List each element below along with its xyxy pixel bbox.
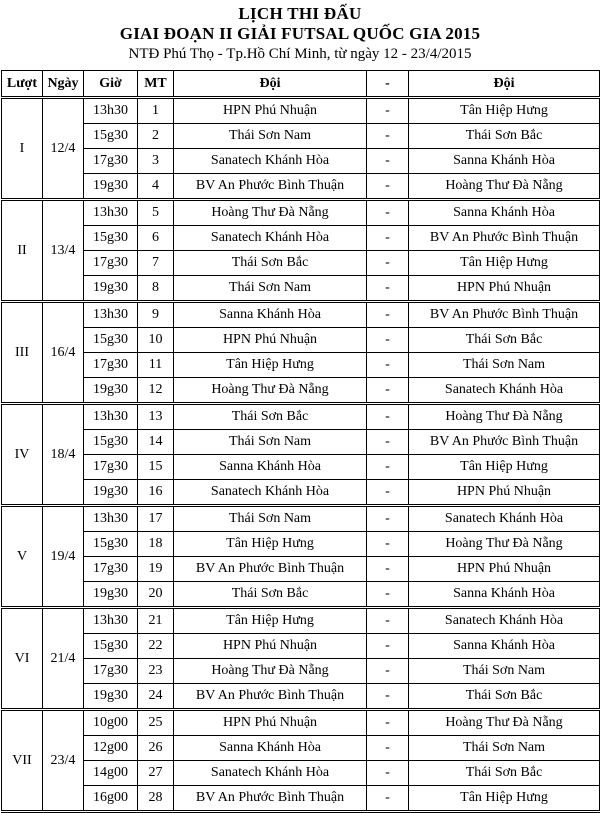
- separator: -: [367, 404, 409, 430]
- table-row: [2, 608, 600, 634]
- match-number: 24: [138, 684, 174, 710]
- separator: -: [367, 328, 409, 353]
- match-time: 13h30: [84, 200, 138, 226]
- home-team: Sanna Khánh Hòa: [174, 455, 367, 480]
- away-team: Thái Sơn Bắc: [409, 124, 600, 149]
- table-row: [2, 328, 600, 353]
- header-team-home: Đội: [174, 71, 367, 98]
- away-team: Sanna Khánh Hòa: [409, 200, 600, 226]
- match-time: 19g30: [84, 582, 138, 608]
- match-time: 10g00: [84, 710, 138, 736]
- round-group: [2, 710, 600, 812]
- match-number: 8: [138, 276, 174, 302]
- separator: -: [367, 149, 409, 174]
- schedule-table: [1, 70, 600, 813]
- home-team: Thái Sơn Nam: [174, 430, 367, 455]
- separator: -: [367, 634, 409, 659]
- separator: -: [367, 786, 409, 812]
- match-time: 14g00: [84, 761, 138, 786]
- match-number: 20: [138, 582, 174, 608]
- separator: -: [367, 480, 409, 506]
- match-number: 5: [138, 200, 174, 226]
- away-team: BV An Phước Bình Thuận: [409, 226, 600, 251]
- away-team: Sanna Khánh Hòa: [409, 149, 600, 174]
- away-team: Thái Sơn Nam: [409, 659, 600, 684]
- separator: -: [367, 276, 409, 302]
- away-team: Sanatech Khánh Hòa: [409, 608, 600, 634]
- table-row: [2, 761, 600, 786]
- table-row: [2, 353, 600, 378]
- match-number: 9: [138, 302, 174, 328]
- home-team: HPN Phú Nhuận: [174, 98, 367, 124]
- table-row: [2, 174, 600, 200]
- separator: -: [367, 557, 409, 582]
- away-team: Hoàng Thư Đà Nẵng: [409, 404, 600, 430]
- separator: -: [367, 532, 409, 557]
- table-row: [2, 226, 600, 251]
- away-team: Thái Sơn Nam: [409, 736, 600, 761]
- round-date: 21/4: [43, 608, 84, 710]
- away-team: BV An Phước Bình Thuận: [409, 302, 600, 328]
- match-number: 22: [138, 634, 174, 659]
- match-time: 15g30: [84, 430, 138, 455]
- table-row: [2, 659, 600, 684]
- match-time: 15g30: [84, 634, 138, 659]
- table-row: [2, 557, 600, 582]
- match-time: 15g30: [84, 124, 138, 149]
- home-team: Hoàng Thư Đà Nẵng: [174, 378, 367, 404]
- match-time: 13h30: [84, 98, 138, 124]
- header-date: Ngày: [43, 71, 84, 98]
- away-team: Tân Hiệp Hưng: [409, 98, 600, 124]
- match-time: 17g30: [84, 455, 138, 480]
- match-number: 17: [138, 506, 174, 532]
- round-date: 13/4: [43, 200, 84, 302]
- home-team: Thái Sơn Bắc: [174, 404, 367, 430]
- home-team: Sanna Khánh Hòa: [174, 302, 367, 328]
- match-time: 15g30: [84, 532, 138, 557]
- round-label: VI: [2, 608, 43, 710]
- separator: -: [367, 98, 409, 124]
- match-time: 17g30: [84, 557, 138, 582]
- separator: -: [367, 251, 409, 276]
- separator: -: [367, 302, 409, 328]
- separator: -: [367, 430, 409, 455]
- table-row: [2, 710, 600, 736]
- match-number: 1: [138, 98, 174, 124]
- away-team: HPN Phú Nhuận: [409, 276, 600, 302]
- separator: -: [367, 582, 409, 608]
- home-team: Sanatech Khánh Hòa: [174, 226, 367, 251]
- home-team: Sanatech Khánh Hòa: [174, 761, 367, 786]
- separator: -: [367, 124, 409, 149]
- match-time: 19g30: [84, 378, 138, 404]
- table-row: [2, 124, 600, 149]
- round-label: I: [2, 98, 43, 200]
- match-number: 23: [138, 659, 174, 684]
- match-time: 17g30: [84, 659, 138, 684]
- match-number: 10: [138, 328, 174, 353]
- match-number: 26: [138, 736, 174, 761]
- away-team: Sanatech Khánh Hòa: [409, 506, 600, 532]
- round-label: IV: [2, 404, 43, 506]
- match-time: 17g30: [84, 353, 138, 378]
- away-team: Tân Hiệp Hưng: [409, 251, 600, 276]
- table-row: [2, 200, 600, 226]
- home-team: Sanatech Khánh Hòa: [174, 480, 367, 506]
- header-round: Lượt: [2, 71, 43, 98]
- round-group: [2, 98, 600, 200]
- round-label: III: [2, 302, 43, 404]
- match-number: 3: [138, 149, 174, 174]
- away-team: HPN Phú Nhuận: [409, 557, 600, 582]
- match-time: 17g30: [84, 251, 138, 276]
- home-team: BV An Phước Bình Thuận: [174, 684, 367, 710]
- match-time: 13h30: [84, 302, 138, 328]
- table-row: [2, 276, 600, 302]
- page-title: LỊCH THI ĐẤU: [238, 4, 362, 23]
- round-date: 16/4: [43, 302, 84, 404]
- match-time: 13h30: [84, 608, 138, 634]
- table-row: [2, 251, 600, 276]
- away-team: Sanatech Khánh Hòa: [409, 378, 600, 404]
- match-number: 4: [138, 174, 174, 200]
- home-team: BV An Phước Bình Thuận: [174, 786, 367, 812]
- round-group: [2, 404, 600, 506]
- table-row: [2, 684, 600, 710]
- away-team: Tân Hiệp Hưng: [409, 786, 600, 812]
- table-row: [2, 430, 600, 455]
- home-team: Tân Hiệp Hưng: [174, 532, 367, 557]
- match-number: 7: [138, 251, 174, 276]
- match-time: 15g30: [84, 328, 138, 353]
- away-team: Sanna Khánh Hòa: [409, 634, 600, 659]
- match-number: 6: [138, 226, 174, 251]
- home-team: Thái Sơn Bắc: [174, 582, 367, 608]
- match-number: 12: [138, 378, 174, 404]
- round-date: 12/4: [43, 98, 84, 200]
- separator: -: [367, 659, 409, 684]
- table-row: [2, 480, 600, 506]
- round-group: [2, 506, 600, 608]
- table-row: [2, 455, 600, 480]
- round-date: 19/4: [43, 506, 84, 608]
- match-number: 13: [138, 404, 174, 430]
- away-team: HPN Phú Nhuận: [409, 480, 600, 506]
- round-date: 23/4: [43, 710, 84, 812]
- tournament-title: GIAI ĐOẠN II GIẢI FUTSAL QUỐC GIA 2015: [119, 24, 481, 43]
- match-time: 19g30: [84, 480, 138, 506]
- away-team: Sanna Khánh Hòa: [409, 582, 600, 608]
- away-team: Thái Sơn Bắc: [409, 761, 600, 786]
- home-team: HPN Phú Nhuận: [174, 710, 367, 736]
- table-row: [2, 582, 600, 608]
- round-label: V: [2, 506, 43, 608]
- match-number: 27: [138, 761, 174, 786]
- match-time: 12g00: [84, 736, 138, 761]
- match-number: 11: [138, 353, 174, 378]
- round-label: VII: [2, 710, 43, 812]
- match-number: 18: [138, 532, 174, 557]
- match-number: 15: [138, 455, 174, 480]
- match-number: 19: [138, 557, 174, 582]
- document-header: [0, 0, 600, 70]
- round-label: II: [2, 200, 43, 302]
- away-team: Thái Sơn Nam: [409, 353, 600, 378]
- match-time: 13h30: [84, 506, 138, 532]
- away-team: Tân Hiệp Hưng: [409, 455, 600, 480]
- match-number: 2: [138, 124, 174, 149]
- separator: -: [367, 684, 409, 710]
- header-team-away: Đội: [409, 71, 600, 98]
- home-team: Tân Hiệp Hưng: [174, 353, 367, 378]
- separator: -: [367, 608, 409, 634]
- header-time: Giờ: [84, 71, 138, 98]
- separator: -: [367, 226, 409, 251]
- table-row: [2, 532, 600, 557]
- separator: -: [367, 455, 409, 480]
- header-separator: -: [367, 71, 409, 98]
- away-team: Thái Sơn Bắc: [409, 684, 600, 710]
- home-team: Hoàng Thư Đà Nẵng: [174, 200, 367, 226]
- table-header-row: [2, 71, 600, 98]
- table-row: [2, 634, 600, 659]
- away-team: Hoàng Thư Đà Nẵng: [409, 532, 600, 557]
- match-time: 15g30: [84, 226, 138, 251]
- separator: -: [367, 736, 409, 761]
- separator: -: [367, 174, 409, 200]
- away-team: Thái Sơn Bắc: [409, 328, 600, 353]
- table-row: [2, 149, 600, 174]
- away-team: BV An Phước Bình Thuận: [409, 430, 600, 455]
- match-number: 21: [138, 608, 174, 634]
- match-time: 16g00: [84, 786, 138, 812]
- match-time: 19g30: [84, 174, 138, 200]
- home-team: Tân Hiệp Hưng: [174, 608, 367, 634]
- round-group: [2, 608, 600, 710]
- match-number: 16: [138, 480, 174, 506]
- separator: -: [367, 761, 409, 786]
- match-time: 19g30: [84, 276, 138, 302]
- home-team: BV An Phước Bình Thuận: [174, 557, 367, 582]
- match-time: 19g30: [84, 684, 138, 710]
- match-number: 14: [138, 430, 174, 455]
- table-row: [2, 736, 600, 761]
- match-time: 13h30: [84, 404, 138, 430]
- venue-line: NTĐ Phú Thọ - Tp.Hồ Chí Minh, từ ngày 12 - 23/4/2015: [128, 46, 472, 62]
- table-row: [2, 404, 600, 430]
- round-date: 18/4: [43, 404, 84, 506]
- home-team: BV An Phước Bình Thuận: [174, 174, 367, 200]
- separator: -: [367, 200, 409, 226]
- home-team: Thái Sơn Nam: [174, 276, 367, 302]
- home-team: Thái Sơn Nam: [174, 506, 367, 532]
- table-row: [2, 302, 600, 328]
- home-team: Thái Sơn Nam: [174, 124, 367, 149]
- separator: -: [367, 353, 409, 378]
- separator: -: [367, 506, 409, 532]
- home-team: HPN Phú Nhuận: [174, 634, 367, 659]
- table-row: [2, 506, 600, 532]
- separator: -: [367, 710, 409, 736]
- table-row: [2, 98, 600, 124]
- match-number: 25: [138, 710, 174, 736]
- header-match-number: MT: [138, 71, 174, 98]
- separator: -: [367, 378, 409, 404]
- round-group: [2, 302, 600, 404]
- table-row: [2, 378, 600, 404]
- away-team: Hoàng Thư Đà Nẵng: [409, 174, 600, 200]
- home-team: Sanna Khánh Hòa: [174, 736, 367, 761]
- home-team: Thái Sơn Bắc: [174, 251, 367, 276]
- match-time: 17g30: [84, 149, 138, 174]
- match-number: 28: [138, 786, 174, 812]
- round-group: [2, 200, 600, 302]
- home-team: Sanatech Khánh Hòa: [174, 149, 367, 174]
- home-team: Hoàng Thư Đà Nẵng: [174, 659, 367, 684]
- table-row: [2, 786, 600, 812]
- home-team: HPN Phú Nhuận: [174, 328, 367, 353]
- away-team: Hoàng Thư Đà Nẵng: [409, 710, 600, 736]
